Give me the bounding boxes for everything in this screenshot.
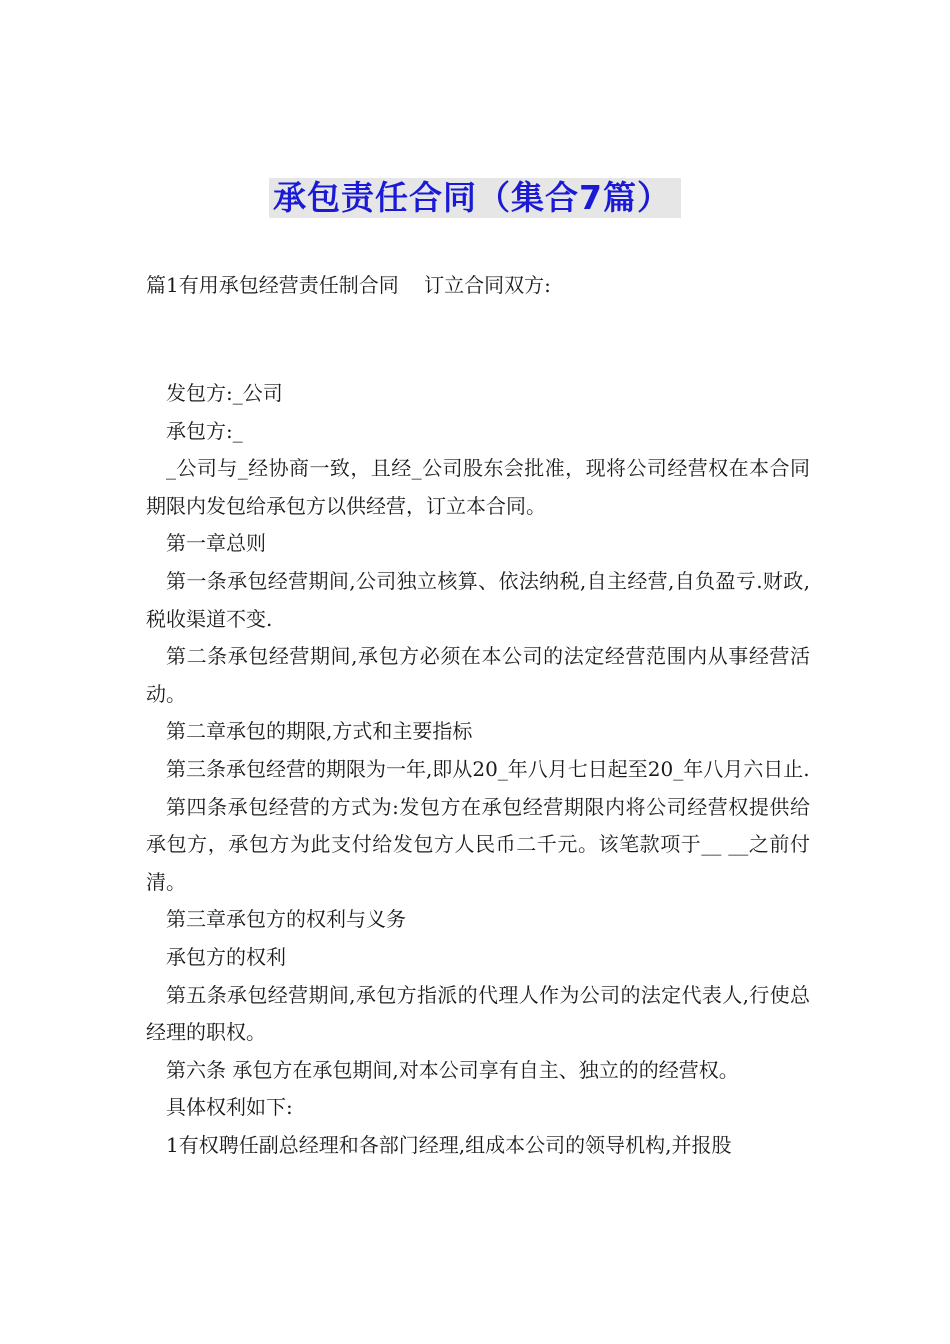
paragraph: 第三条承包经营的期限为一年,即从20_年八月七日起至20_年八月六日止. [166, 756, 810, 781]
paragraph: 具体权利如下: [166, 1095, 293, 1120]
paragraph: 1有权聘任副总经理和各部门经理,组成本公司的领导机构,并报股 [166, 1132, 732, 1157]
paragraph: 第五条承包经营期间,承包方指派的代理人作为公司的法定代表人,行使总经理的职权。 [146, 982, 810, 1045]
paragraph: 第四条承包经营的方式为:发包方在承包经营期限内将公司经营权提供给承包方，承包方为此支付给发包方人民币二千元。该笔款项于__ __之前付清。 [146, 794, 810, 894]
paragraph: _公司与_经协商一致，且经_公司股东会批准，现将公司经营权在本合同期限内发包给承包方以供经营，订立本合同。 [146, 456, 810, 518]
title-wrap [0, 178, 950, 218]
paragraph: 第二章承包的期限,方式和主要指标 [166, 719, 473, 744]
paragraph: 第一章总则 [166, 531, 266, 556]
document-title: 承包责任合同（集合7篇） [269, 178, 681, 218]
paragraph: 第三章承包方的权利与义务 [166, 907, 406, 932]
paragraph: 承包方:_ [166, 418, 243, 443]
document-body [146, 375, 810, 1164]
paragraph: 承包方的权利 [166, 944, 286, 969]
section-heading: 篇1有用承包经营责任制合同 订立合同双方: [146, 273, 551, 297]
paragraph: 第二条承包经营期间,承包方必须在本公司的法定经营范围内从事经营活动。 [146, 644, 810, 706]
paragraph: 第一条承包经营期间,公司独立核算、依法纳税,自主经营,自负盈亏.财政,税收渠道不变. [146, 568, 810, 631]
paragraph: 发包方:_公司 [166, 381, 283, 405]
paragraph: 第六条 承包方在承包期间,对本公司享有自主、独立的的经营权。 [166, 1057, 739, 1082]
